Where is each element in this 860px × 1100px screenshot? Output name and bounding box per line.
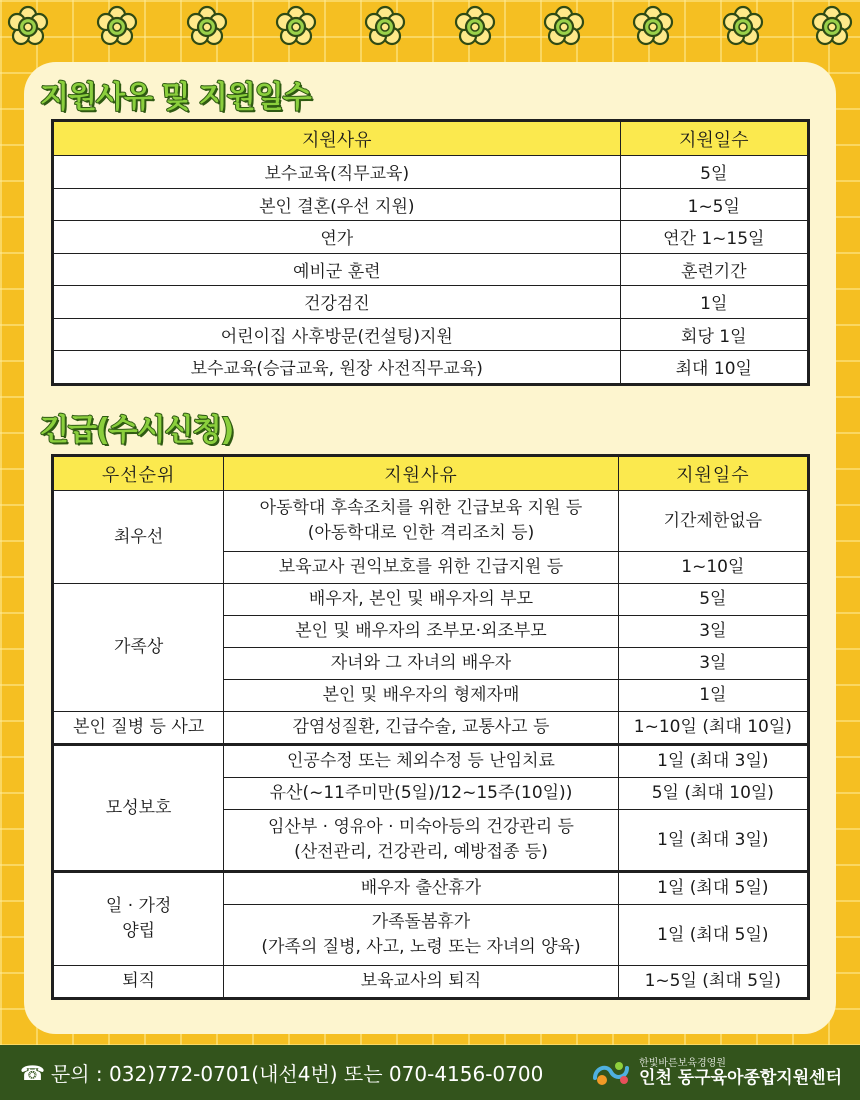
reason-line: (가족의 질병, 사고, 노령 또는 자녀의 양육) — [261, 937, 581, 957]
flower-icon — [4, 4, 52, 52]
table-row — [53, 188, 809, 221]
days-cell: 1일 (최대 5일) — [618, 872, 808, 905]
days-cell: 회당 1일 — [620, 318, 808, 351]
days-cell: 1일 — [620, 286, 808, 319]
table-row — [53, 221, 809, 254]
section1-title: 지원사유 및 지원일수 — [40, 80, 311, 115]
days-cell: 1~5일 (최대 5일) — [618, 966, 808, 999]
table-row — [53, 712, 809, 745]
flower-icon — [183, 4, 231, 52]
reason-cell — [224, 810, 618, 872]
table-row — [53, 286, 809, 319]
flower-icon — [93, 4, 141, 52]
days-cell: 기간제한없음 — [618, 491, 808, 552]
reason-cell: 감염성질환, 긴급수술, 교통사고 등 — [224, 712, 618, 745]
reason-line: (아동학대로 인한 격리조치 등) — [307, 523, 535, 543]
table-header-row — [53, 456, 809, 491]
reason-cell: 건강검진 — [53, 286, 621, 319]
reason-cell: 유산(~11주미만(5일)/12~15주(10일)) — [224, 778, 618, 810]
days-cell: 3일 — [618, 648, 808, 680]
reason-cell: 자녀와 그 자녀의 배우자 — [224, 648, 618, 680]
reason-line: 아동학대 후속조치를 위한 긴급보육 지원 등 — [259, 498, 583, 519]
table-row — [53, 351, 809, 385]
table-row — [53, 318, 809, 351]
contact-text: 문의 : 032)772-0701(내선4번) 또는 070-4156-0700 — [50, 1062, 544, 1086]
flower-icon — [719, 4, 767, 52]
reason-line: 가족돌봄휴가 — [371, 912, 471, 933]
days-cell: 5일 (최대 10일) — [618, 778, 808, 810]
reason-cell: 보육교사의 퇴직 — [224, 966, 618, 999]
header-priority: 우선순위 — [53, 456, 224, 491]
flower-icon — [629, 4, 677, 52]
section2-title: 긴급(수시신청) — [40, 413, 234, 448]
reason-cell: 보수교육(승급교육, 원장 사전직무교육) — [53, 351, 621, 385]
header-days: 지원일수 — [618, 456, 808, 491]
org-logo-icon — [591, 1058, 631, 1088]
priority-cell — [53, 872, 224, 966]
flower-icon — [361, 4, 409, 52]
phone-icon: ☎ — [20, 1060, 45, 1085]
reason-cell: 어린이집 사후방문(컨설팅)지원 — [53, 318, 621, 351]
priority-cell: 모성보호 — [53, 745, 224, 872]
reason-cell: 본인 및 배우자의 형제자매 — [224, 680, 618, 712]
days-cell: 훈련기간 — [620, 253, 808, 286]
priority-cell: 퇴직 — [53, 966, 224, 999]
header-reason: 지원사유 — [224, 456, 618, 491]
priority-line: 양립 — [122, 921, 156, 941]
reason-cell: 인공수정 또는 체외수정 등 난임치료 — [224, 745, 618, 778]
reason-cell: 보육교사 권익보호를 위한 긴급지원 등 — [224, 552, 618, 584]
reason-cell: 배우자, 본인 및 배우자의 부모 — [224, 584, 618, 616]
org-logo — [591, 1058, 842, 1088]
table-row — [53, 253, 809, 286]
priority-cell: 최우선 — [53, 491, 224, 584]
table-row — [53, 745, 809, 778]
contact-info — [20, 1058, 543, 1087]
flower-icon — [272, 4, 320, 52]
days-cell: 1일 — [618, 680, 808, 712]
header-reason: 지원사유 — [53, 121, 621, 156]
reason-cell — [224, 491, 618, 552]
table-header-row — [53, 121, 809, 156]
reason-cell — [224, 905, 618, 966]
emergency-table — [51, 454, 810, 1000]
days-cell: 연간 1~15일 — [620, 221, 808, 254]
days-cell: 1일 (최대 5일) — [618, 905, 808, 966]
org-subtitle: 한빛바른보육경영원 — [639, 1057, 726, 1069]
priority-line: 일 · 가정 — [105, 896, 172, 917]
priority-cell: 가족상 — [53, 584, 224, 712]
days-cell: 5일 — [618, 584, 808, 616]
days-cell: 3일 — [618, 616, 808, 648]
days-cell: 1~10일 (최대 10일) — [618, 712, 808, 745]
flower-icon — [451, 4, 499, 52]
days-cell: 1일 (최대 3일) — [618, 745, 808, 778]
reason-cell: 본인 결혼(우선 지원) — [53, 188, 621, 221]
table-row — [53, 966, 809, 999]
reason-cell: 예비군 훈련 — [53, 253, 621, 286]
days-cell: 1일 (최대 3일) — [618, 810, 808, 872]
flower-icon — [808, 4, 856, 52]
table-row — [53, 156, 809, 189]
priority-cell: 본인 질병 등 사고 — [53, 712, 224, 745]
reason-line: 임산부 · 영유아 · 미숙아등의 건강관리 등 — [267, 817, 574, 838]
reason-cell: 연가 — [53, 221, 621, 254]
table-row — [53, 872, 809, 905]
reason-cell: 보수교육(직무교육) — [53, 156, 621, 189]
days-cell: 최대 10일 — [620, 351, 808, 385]
flower-icon — [540, 4, 588, 52]
org-name: 인천 동구육아종합지원센터 — [639, 1067, 842, 1088]
table-row — [53, 584, 809, 616]
footer-bar — [0, 1045, 860, 1100]
days-cell: 1~5일 — [620, 188, 808, 221]
reason-cell: 본인 및 배우자의 조부모·외조부모 — [224, 616, 618, 648]
reason-cell: 배우자 출산휴가 — [224, 872, 618, 905]
flower-border — [0, 4, 860, 52]
header-days: 지원일수 — [620, 121, 808, 156]
days-cell: 1~10일 — [618, 552, 808, 584]
reason-line: (산전관리, 건강관리, 예방접종 등) — [294, 842, 548, 862]
support-days-table — [51, 119, 810, 386]
days-cell: 5일 — [620, 156, 808, 189]
table-row — [53, 491, 809, 552]
